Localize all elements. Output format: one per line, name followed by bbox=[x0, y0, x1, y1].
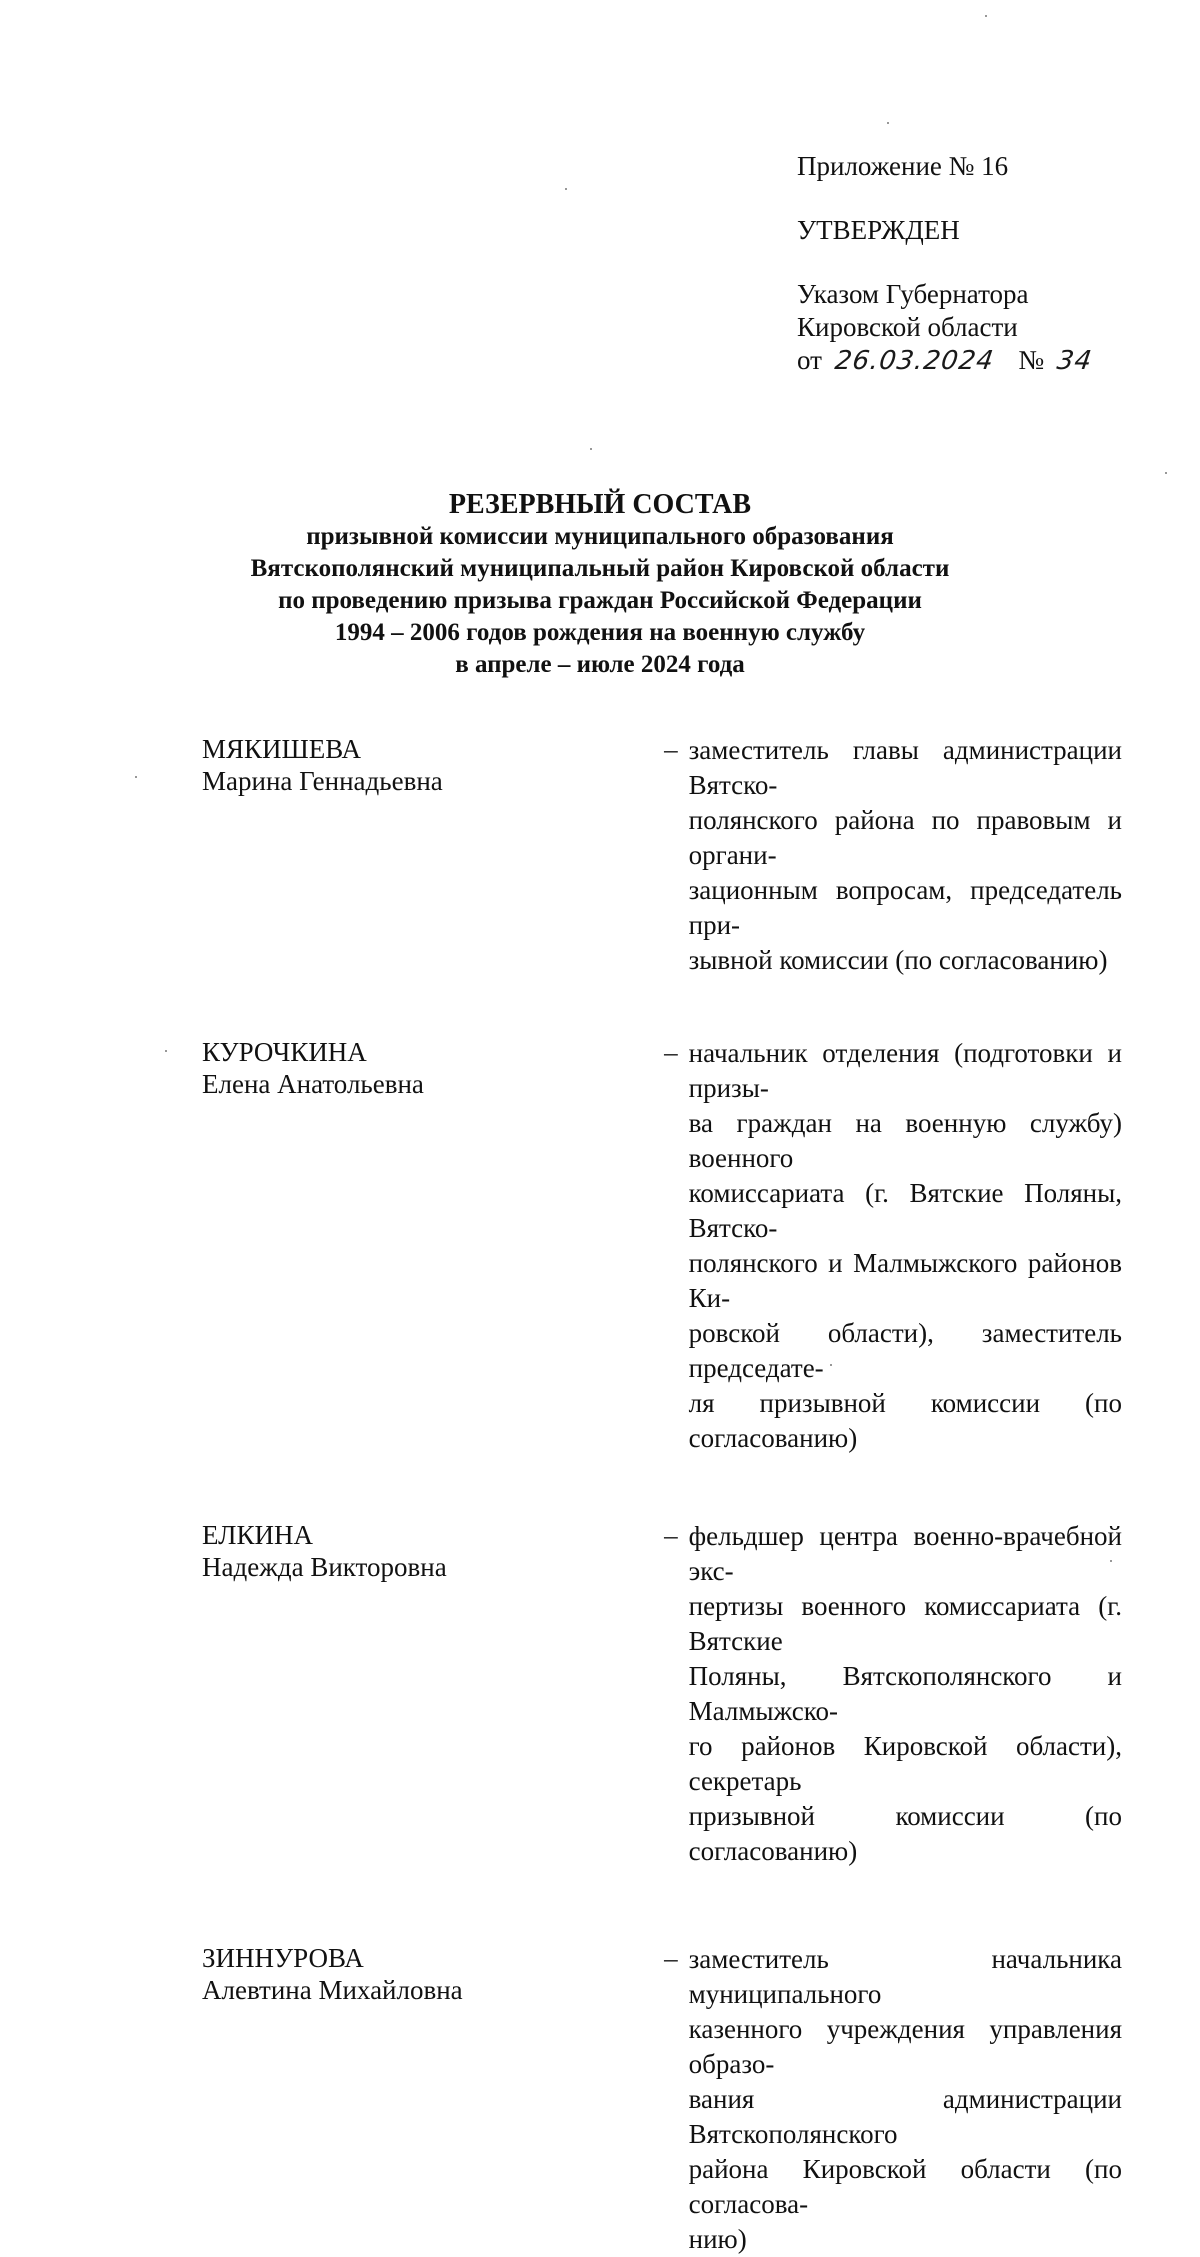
title-line: в апреле – июле 2024 года bbox=[455, 651, 745, 678]
member-given-names: Алевтина Михайловна bbox=[202, 1975, 463, 2005]
title-line: по проведению призыва граждан Российской Федерации bbox=[278, 587, 922, 614]
member-role bbox=[689, 1942, 1122, 2257]
role-line: нию) bbox=[688, 2224, 747, 2254]
role-line: заместитель начальника муниципального bbox=[688, 1944, 1122, 2009]
scan-speck bbox=[565, 188, 567, 190]
role-line: го районов Кировской области), секретарь bbox=[688, 1731, 1122, 1796]
scan-speck bbox=[985, 15, 987, 17]
document-title bbox=[150, 488, 1050, 681]
role-line: казенного учреждения управления образо- bbox=[688, 2014, 1122, 2079]
role-line: пертизы военного комиссариата (г. Вятские bbox=[688, 1591, 1122, 1656]
role-line: полянского района по правовым и органи- bbox=[688, 805, 1122, 870]
role-line: полянского и Малмыжского районов Ки- bbox=[688, 1248, 1122, 1313]
from-prefix: от bbox=[797, 345, 822, 375]
role-line: фельдшер центра военно-врачебной экс- bbox=[688, 1521, 1122, 1586]
member-given-names: Марина Геннадьевна bbox=[202, 766, 443, 796]
dash-separator: – bbox=[664, 1520, 678, 1550]
role-line: ровской области), заместитель председате- bbox=[688, 1318, 1122, 1383]
role-line: района Кировской области (по согласова- bbox=[688, 2154, 1122, 2219]
role-line: ва граждан на военную службу) военного bbox=[688, 1108, 1122, 1173]
dash-separator: – bbox=[664, 1037, 678, 1067]
member-given-names: Елена Анатольевна bbox=[202, 1069, 424, 1099]
member-surname: КУРОЧКИНА bbox=[202, 1037, 367, 1067]
scan-speck bbox=[165, 1050, 167, 1052]
approval-stamp bbox=[797, 150, 1157, 378]
member-surname: МЯКИШЕВА bbox=[202, 734, 362, 764]
scan-speck bbox=[887, 122, 889, 124]
scan-speck bbox=[1165, 472, 1167, 474]
scan-speck bbox=[830, 1364, 832, 1366]
scan-speck bbox=[135, 776, 137, 778]
member-entry bbox=[202, 733, 1122, 978]
role-line: зационным вопросам, председатель при- bbox=[688, 875, 1122, 940]
member-role bbox=[689, 1519, 1122, 1869]
role-line: зывной комиссии (по согласованию) bbox=[688, 945, 1108, 975]
member-entry bbox=[202, 1519, 1122, 1869]
role-line: призывной комиссии (по согласованию) bbox=[688, 1801, 1122, 1866]
role-line: начальник отделения (подготовки и призы- bbox=[688, 1038, 1122, 1103]
decree-line-1: Указом Губернатора bbox=[797, 279, 1029, 309]
appendix-number: Приложение № 16 bbox=[797, 151, 1009, 181]
member-list bbox=[202, 733, 1122, 2257]
decree-line-2: Кировской области bbox=[797, 312, 1018, 342]
role-line: заместитель главы администрации Вятско- bbox=[688, 735, 1122, 800]
handwritten-number: 34 bbox=[1054, 346, 1095, 376]
handwritten-date: 26.03.2024 bbox=[832, 346, 996, 376]
member-surname: ЗИННУРОВА bbox=[202, 1943, 364, 1973]
member-entry bbox=[202, 1942, 1122, 2257]
approved-label: УТВЕРЖДЕН bbox=[797, 215, 960, 245]
member-name bbox=[202, 1942, 484, 2257]
number-prefix: № bbox=[1018, 345, 1045, 375]
scan-speck bbox=[1110, 1560, 1112, 1562]
title-line: призывной комиссии муниципального образования bbox=[306, 523, 894, 550]
member-name bbox=[202, 1036, 484, 1456]
member-surname: ЕЛКИНА bbox=[202, 1520, 313, 1550]
member-given-names: Надежда Викторовна bbox=[202, 1552, 447, 1582]
title-heading: РЕЗЕРВНЫЙ СОСТАВ bbox=[448, 489, 752, 520]
role-line: ля призывной комиссии (по согласованию) bbox=[688, 1388, 1122, 1453]
dash-separator: – bbox=[664, 734, 678, 764]
member-role bbox=[689, 1036, 1122, 1456]
role-line: вания администрации Вятскополянского bbox=[688, 2084, 1122, 2149]
title-line: 1994 – 2006 годов рождения на военную службу bbox=[334, 619, 866, 646]
decree-date-line bbox=[797, 344, 1157, 378]
title-line: Вятскополянский муниципальный район Кировской области bbox=[250, 555, 950, 582]
role-line: комиссариата (г. Вятские Поляны, Вятско- bbox=[688, 1178, 1122, 1243]
member-entry bbox=[202, 1036, 1122, 1456]
member-name bbox=[202, 1519, 484, 1869]
scan-speck bbox=[590, 448, 592, 450]
dash-separator: – bbox=[664, 1943, 678, 1973]
member-name bbox=[202, 733, 484, 978]
role-line: Поляны, Вятскополянского и Малмыжско- bbox=[688, 1661, 1122, 1726]
member-role bbox=[689, 733, 1122, 978]
